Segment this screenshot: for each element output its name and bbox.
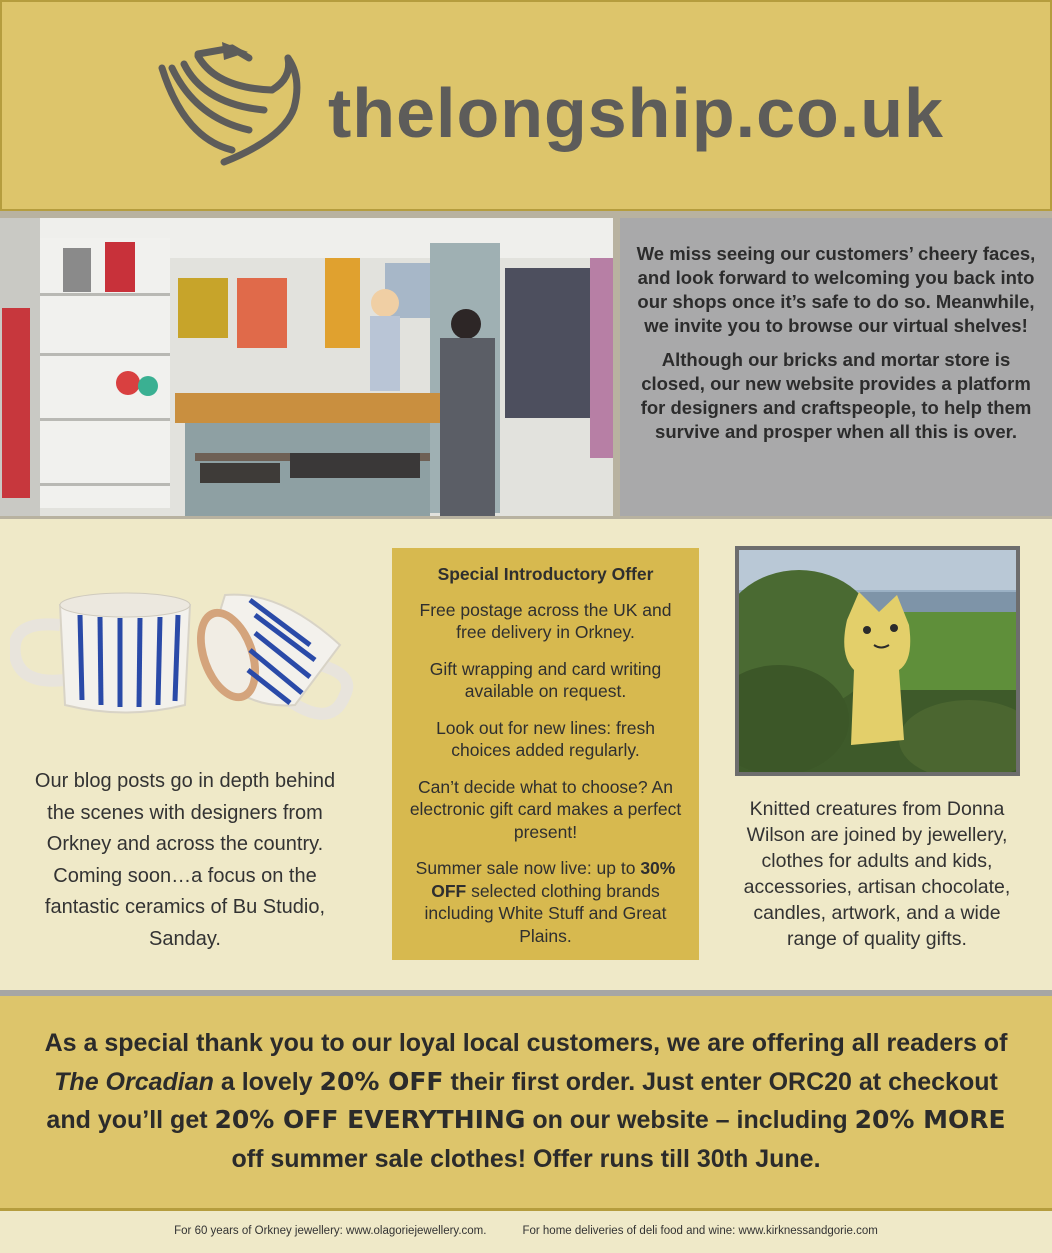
intro-paragraph-2: Although our bricks and mortar store is closed, our new website provides a platform for designers and craftspeople, to help them survive and prosper when all this is over. <box>640 349 1032 442</box>
offer-item: Look out for new lines: fresh choices added regularly. <box>436 717 655 760</box>
footer-divider <box>0 1208 1052 1211</box>
discount-highlight: 20% OFF <box>319 1066 444 1096</box>
thanks-text: their first order. Just enter ORC20 at checkout and you’ll get <box>46 1067 998 1134</box>
offer-item: Can’t decide what to choose? An electronic gift card makes a perfect present! <box>409 776 682 842</box>
blog-description: Our blog posts go in depth behind the scenes with designers from Orkney and across the country. Coming soon…a focus on the fantastic ceramics of Bu Studio, Sanday. <box>34 770 336 950</box>
thanks-text: off summer sale clothes! Offer runs till 30th June. <box>231 1144 821 1173</box>
header-banner <box>0 0 1052 211</box>
footer-deli-link: For home deliveries of deli food and wine: www.kirknessandgorie.com <box>522 1225 878 1237</box>
offer-sale-discount: 30% OFF <box>431 858 676 901</box>
knitted-cat-photo <box>735 546 1020 776</box>
longship-logo-icon <box>154 38 304 170</box>
offer-item: Free postage across the UK and free delivery in Orkney. <box>419 599 672 642</box>
footer <box>0 1225 1052 1237</box>
creatures-description: Knitted creatures from Donna Wilson are joined by jewellery, clothes for adults and kids, accessories, artisan chocolate, candles, artwork, and a wide range of quality gifts. <box>743 798 1011 950</box>
discount-highlight: 20% MORE <box>854 1105 1006 1134</box>
special-offer-box <box>392 548 699 960</box>
intro-paragraph-1: We miss seeing our customers’ cheery faces, and look forward to welcoming you back into our shops once it’s safe to do so. Meanwhile, we invite you to browse our virtual shelves! <box>636 243 1036 336</box>
offer-item: Gift wrapping and card writing available on request. <box>429 658 662 701</box>
thanks-text: a lovely <box>213 1067 320 1096</box>
newspaper-name: The Orcadian <box>54 1067 214 1096</box>
offer-item <box>404 857 687 947</box>
offer-sale-text: selected clothing brands including White Stuff and Great Plains. <box>424 880 667 946</box>
offer-sale-text: Summer sale now live: up to <box>415 858 641 878</box>
striped-mugs-photo <box>10 585 365 740</box>
thank-you-offer <box>0 996 1052 1208</box>
discount-highlight: 20% OFF EVERYTHING <box>214 1105 526 1134</box>
footer-jewellery-link: For 60 years of Orkney jewellery: www.olagoriejewellery.com. <box>174 1225 487 1237</box>
thanks-text: As a special thank you to our loyal local customers, we are offering all readers of <box>44 1029 1008 1057</box>
thanks-text: on our website – including <box>525 1106 855 1134</box>
intro-message <box>620 218 1052 516</box>
shop-interior-photo <box>0 218 613 516</box>
offer-title: Special Introductory Offer <box>437 564 654 584</box>
site-title: thelongship.co.uk <box>328 74 944 152</box>
